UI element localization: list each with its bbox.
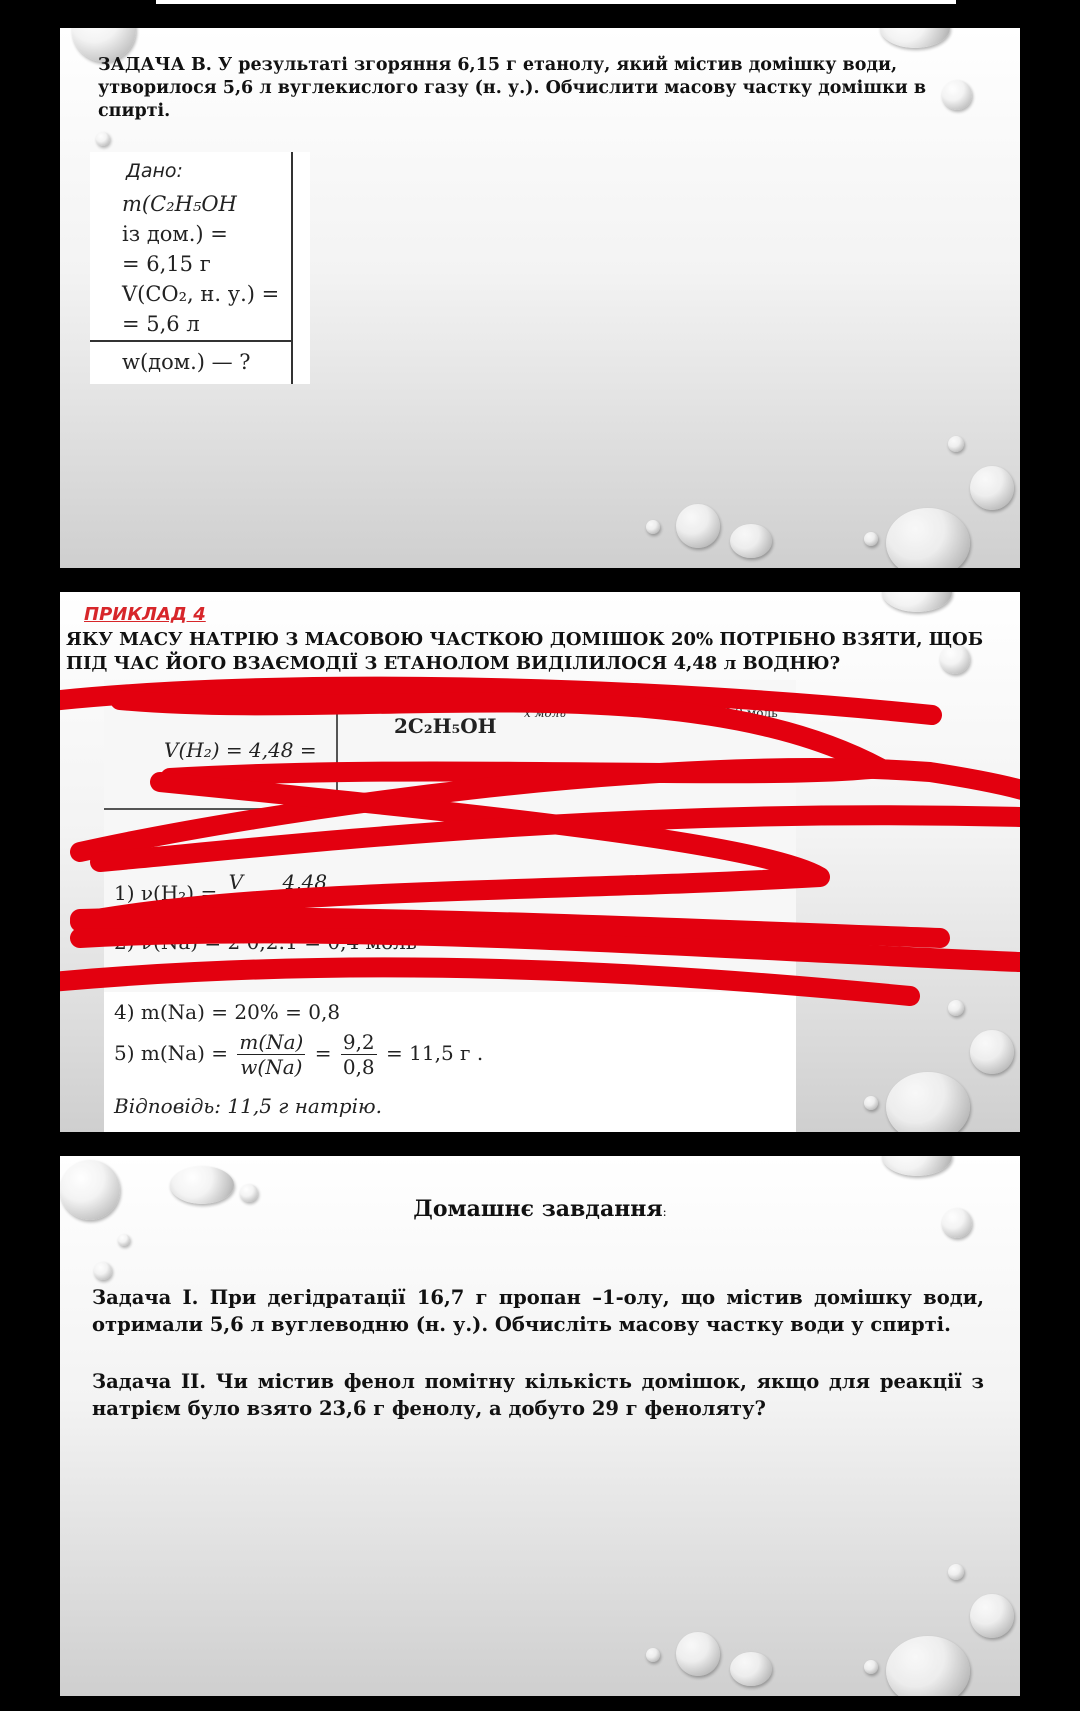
solution-answer: Відповідь: 11,5 г натрію. bbox=[114, 1094, 382, 1118]
water-drop-decoration bbox=[880, 28, 950, 48]
water-drop-decoration bbox=[970, 466, 1014, 510]
slide-task-v bbox=[60, 28, 1020, 568]
solution-line-5: 5) m(Na) = $\frac{m(Na)}{w(Na)}$ = $\frac{9,2}{0,8}$ = 11,5 г . bbox=[114, 1030, 484, 1079]
solution-line-2: 2) ν(Na) = 2·0,2:1 = 0,4 моль bbox=[114, 930, 417, 954]
water-drop-decoration bbox=[118, 1234, 130, 1246]
task-v-text: ЗАДАЧА В. У результаті згоряння 6,15 г етанолу, який містив домішку води, утворилося 5,6 л вуглекислого газу (н. у.). Обчислити масову частку домішки в спирті. bbox=[98, 55, 927, 121]
homework-task-1: Задача І. При дегідратації 16,7 г пропан –1-олу, що містив домішку води, отримали 5,6 л вуглеводню (н. у.). Обчисліть масову частку води у спирті. bbox=[92, 1286, 984, 1336]
water-drop-decoration bbox=[676, 1632, 720, 1676]
given-line-volume-value: = 5,6 л bbox=[122, 312, 200, 336]
solution-line-5-prefix: 5) m(Na) = bbox=[114, 1041, 228, 1065]
water-drop-decoration bbox=[948, 1564, 964, 1580]
solution-line-5-result: = 11,5 г . bbox=[386, 1041, 484, 1065]
water-drop-decoration bbox=[646, 1648, 660, 1662]
solution-given-volume: V(H₂) = 4,48 = bbox=[164, 738, 317, 762]
fraction-denominator: w(Na) bbox=[240, 1055, 303, 1079]
given-line-mass: m(C₂H₅OH bbox=[122, 192, 237, 216]
homework-task-2: Задача ІІ. Чи містив фенол помітну кількість домішок, якщо для реакції з натрієм було взято 23,6 г фенолу, а добуто 29 г феноляту? bbox=[92, 1370, 984, 1420]
given-block bbox=[90, 152, 310, 384]
water-drop-decoration bbox=[730, 524, 772, 558]
given-divider-horizontal bbox=[90, 340, 293, 342]
water-drop-decoration bbox=[864, 532, 878, 546]
fraction-numerator: V bbox=[228, 870, 244, 894]
given-unknown: w(дом.) — ? bbox=[122, 350, 251, 374]
fraction-numerator: m(Na) bbox=[239, 1030, 304, 1054]
given-line-impurity: із дом.) = bbox=[122, 222, 228, 246]
solution-x-mol: x моль bbox=[524, 706, 566, 720]
water-drop-decoration bbox=[864, 1660, 878, 1674]
previous-slide-edge bbox=[156, 0, 956, 4]
homework-title-text: Домашнє завдання bbox=[413, 1196, 663, 1222]
solution-reaction: 2C₂H₅OH bbox=[394, 714, 497, 738]
given-divider-vertical bbox=[291, 152, 293, 384]
red-scribble-overlay bbox=[60, 592, 1020, 1132]
water-drop-decoration bbox=[676, 504, 720, 548]
water-drop-decoration bbox=[886, 508, 970, 568]
water-drop-decoration bbox=[886, 1636, 970, 1696]
water-drop-decoration bbox=[948, 436, 964, 452]
solution-line-1-prefix: 1) ν(H₂) = bbox=[114, 881, 218, 905]
fraction-numerator: 9,2 bbox=[342, 1030, 375, 1054]
example-question: ЯКУ МАСУ НАТРІЮ З МАСОВОЮ ЧАСТКОЮ ДОМІШОК 20% ПОТРІБНО ВЗЯТИ, ЩОБ ПІД ЧАС ЙОГО ВЗАЄМОДІЇ З ЕТАНОЛОМ ВИДІЛИЛОСЯ 4,48 л ВОДНЮ? bbox=[66, 629, 984, 674]
water-drop-decoration bbox=[94, 1262, 112, 1280]
given-line-mass-value: = 6,15 г bbox=[122, 252, 211, 276]
given-header: Дано: bbox=[126, 160, 183, 182]
water-drop-decoration bbox=[730, 1652, 772, 1686]
slide-homework bbox=[60, 1156, 1020, 1696]
homework-title-colon: : bbox=[662, 1205, 667, 1219]
water-drop-decoration bbox=[646, 520, 660, 534]
given-line-volume: V(CO₂, н. у.) = bbox=[122, 282, 280, 306]
water-drop-decoration bbox=[882, 1156, 952, 1176]
solution-line-1-result: = 0,2 моль bbox=[338, 881, 451, 905]
water-drop-decoration bbox=[970, 1594, 1014, 1638]
slide-example-4 bbox=[60, 592, 1020, 1132]
solution-02-mol: 0,2 моль bbox=[724, 706, 778, 720]
example-title: ПРИКЛАД 4 bbox=[84, 604, 206, 625]
solution-line-1: 1) ν(H₂) = V = 4,48 = 0,2 моль bbox=[114, 870, 451, 919]
water-drop-decoration bbox=[96, 132, 110, 146]
scribble-stroke bbox=[60, 967, 910, 996]
homework-title bbox=[60, 1196, 1020, 1222]
solution-line-4: 4) m(Na) = 20% = 0,8 bbox=[114, 1000, 341, 1024]
fraction-numerator: 4,48 bbox=[282, 870, 328, 894]
fraction-denominator: 0,8 bbox=[342, 1055, 375, 1079]
